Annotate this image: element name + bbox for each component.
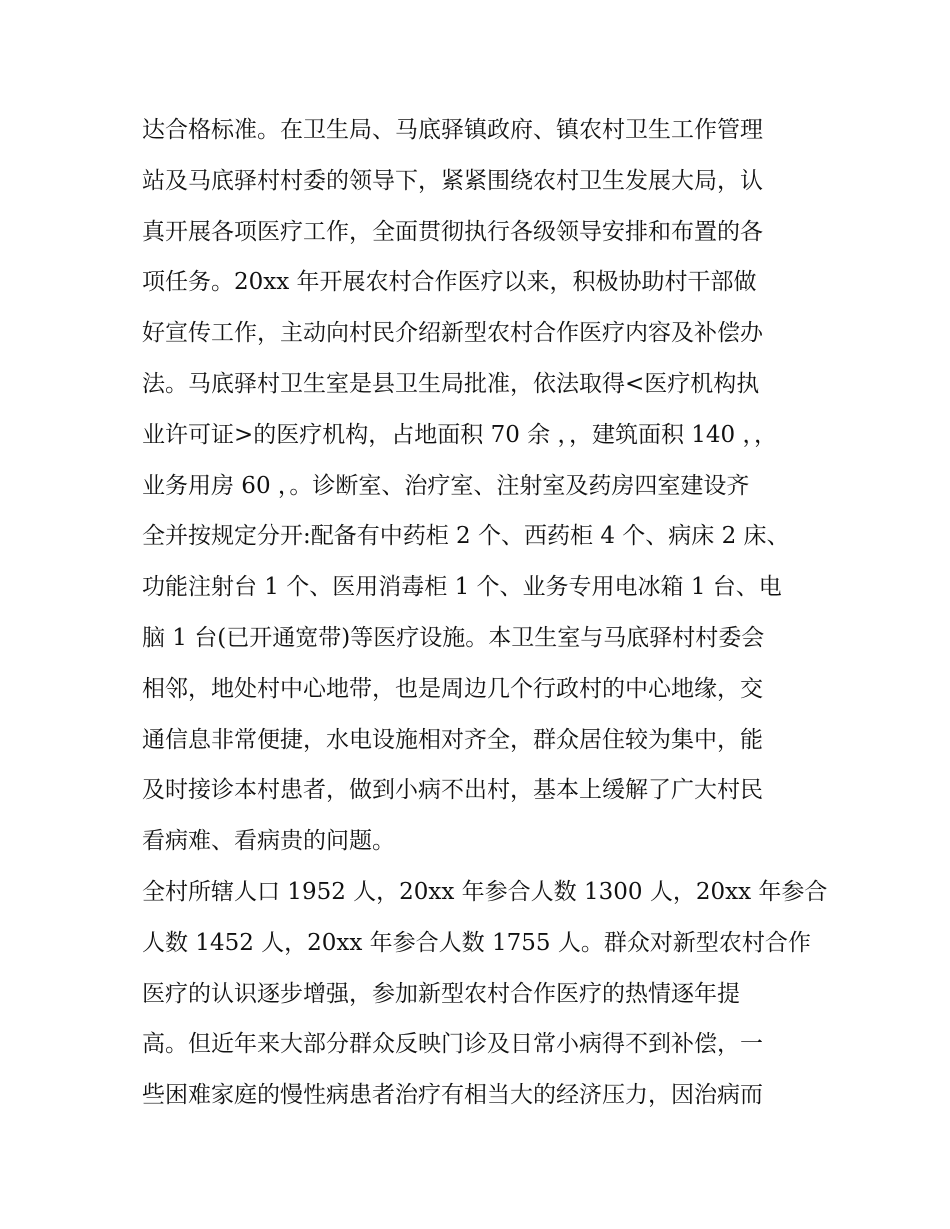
paragraph-1 bbox=[142, 105, 814, 867]
text-line: 看病难、看病贵的问题。 bbox=[142, 828, 395, 855]
text-line: 法。马底驿村卫生室是县卫生局批准，依法取得<医疗机构执 bbox=[142, 370, 760, 397]
text-line: 站及马底驿村村委的领导下，紧紧围绕农村卫生发展大局，认 bbox=[142, 167, 763, 194]
text-line: 全村所辖人口 1952 人，20xx 年参合人数 1300 人，20xx 年参合 bbox=[142, 879, 828, 905]
text-line: 达合格标准。在卫生局、马底驿镇政府、镇农村卫生工作管理 bbox=[142, 117, 763, 143]
text-line: 业务用房 60 ，。诊断室、治疗室、注射室及药房四室建设齐 bbox=[142, 472, 750, 499]
text-line: 全并按规定分开:配备有中药柜 2 个、西药柜 4 个、病床 2 床、 bbox=[142, 523, 790, 550]
paragraph-2 bbox=[142, 867, 828, 1121]
text-line: 脑 1 台(已开通宽带)等医疗设施。本卫生室与马底驿村村委会 bbox=[142, 624, 765, 651]
text-line: 功能注射台 1 个、医用消毒柜 1 个、业务专用电冰箱 1 台、电 bbox=[142, 574, 782, 601]
text-line: 通信息非常便捷，水电设施相对齐全，群众居住较为集中，能 bbox=[142, 726, 763, 753]
text-line: 医疗的认识逐步增强，参加新型农村合作医疗的热情逐年提 bbox=[142, 980, 740, 1007]
text-line: 相邻，地处村中心地带，也是周边几个行政村的中心地缘，交 bbox=[142, 675, 763, 702]
text-line: 真开展各项医疗工作，全面贯彻执行各级领导安排和布置的各 bbox=[142, 218, 763, 245]
text-line: 高。但近年来大部分群众反映门诊及日常小病得不到补偿，一 bbox=[142, 1031, 763, 1058]
text-line: 业许可证>的医疗机构，占地面积 70 余 ，，建筑面积 140 ，， bbox=[142, 421, 777, 448]
text-line: 些困难家庭的慢性病患者治疗有相当大的经济压力，因治病而 bbox=[142, 1082, 763, 1109]
text-line: 项任务。20xx 年开展农村合作医疗以来，积极协助村干部做 bbox=[142, 269, 757, 296]
text-line: 人数 1452 人，20xx 年参合人数 1755 人。群众对新型农村合作 bbox=[142, 929, 811, 956]
text-line: 好宣传工作，主动向村民介绍新型农村合作医疗内容及补偿办 bbox=[142, 320, 763, 347]
text-line: 及时接诊本村患者，做到小病不出村，基本上缓解了广大村民 bbox=[142, 777, 763, 804]
